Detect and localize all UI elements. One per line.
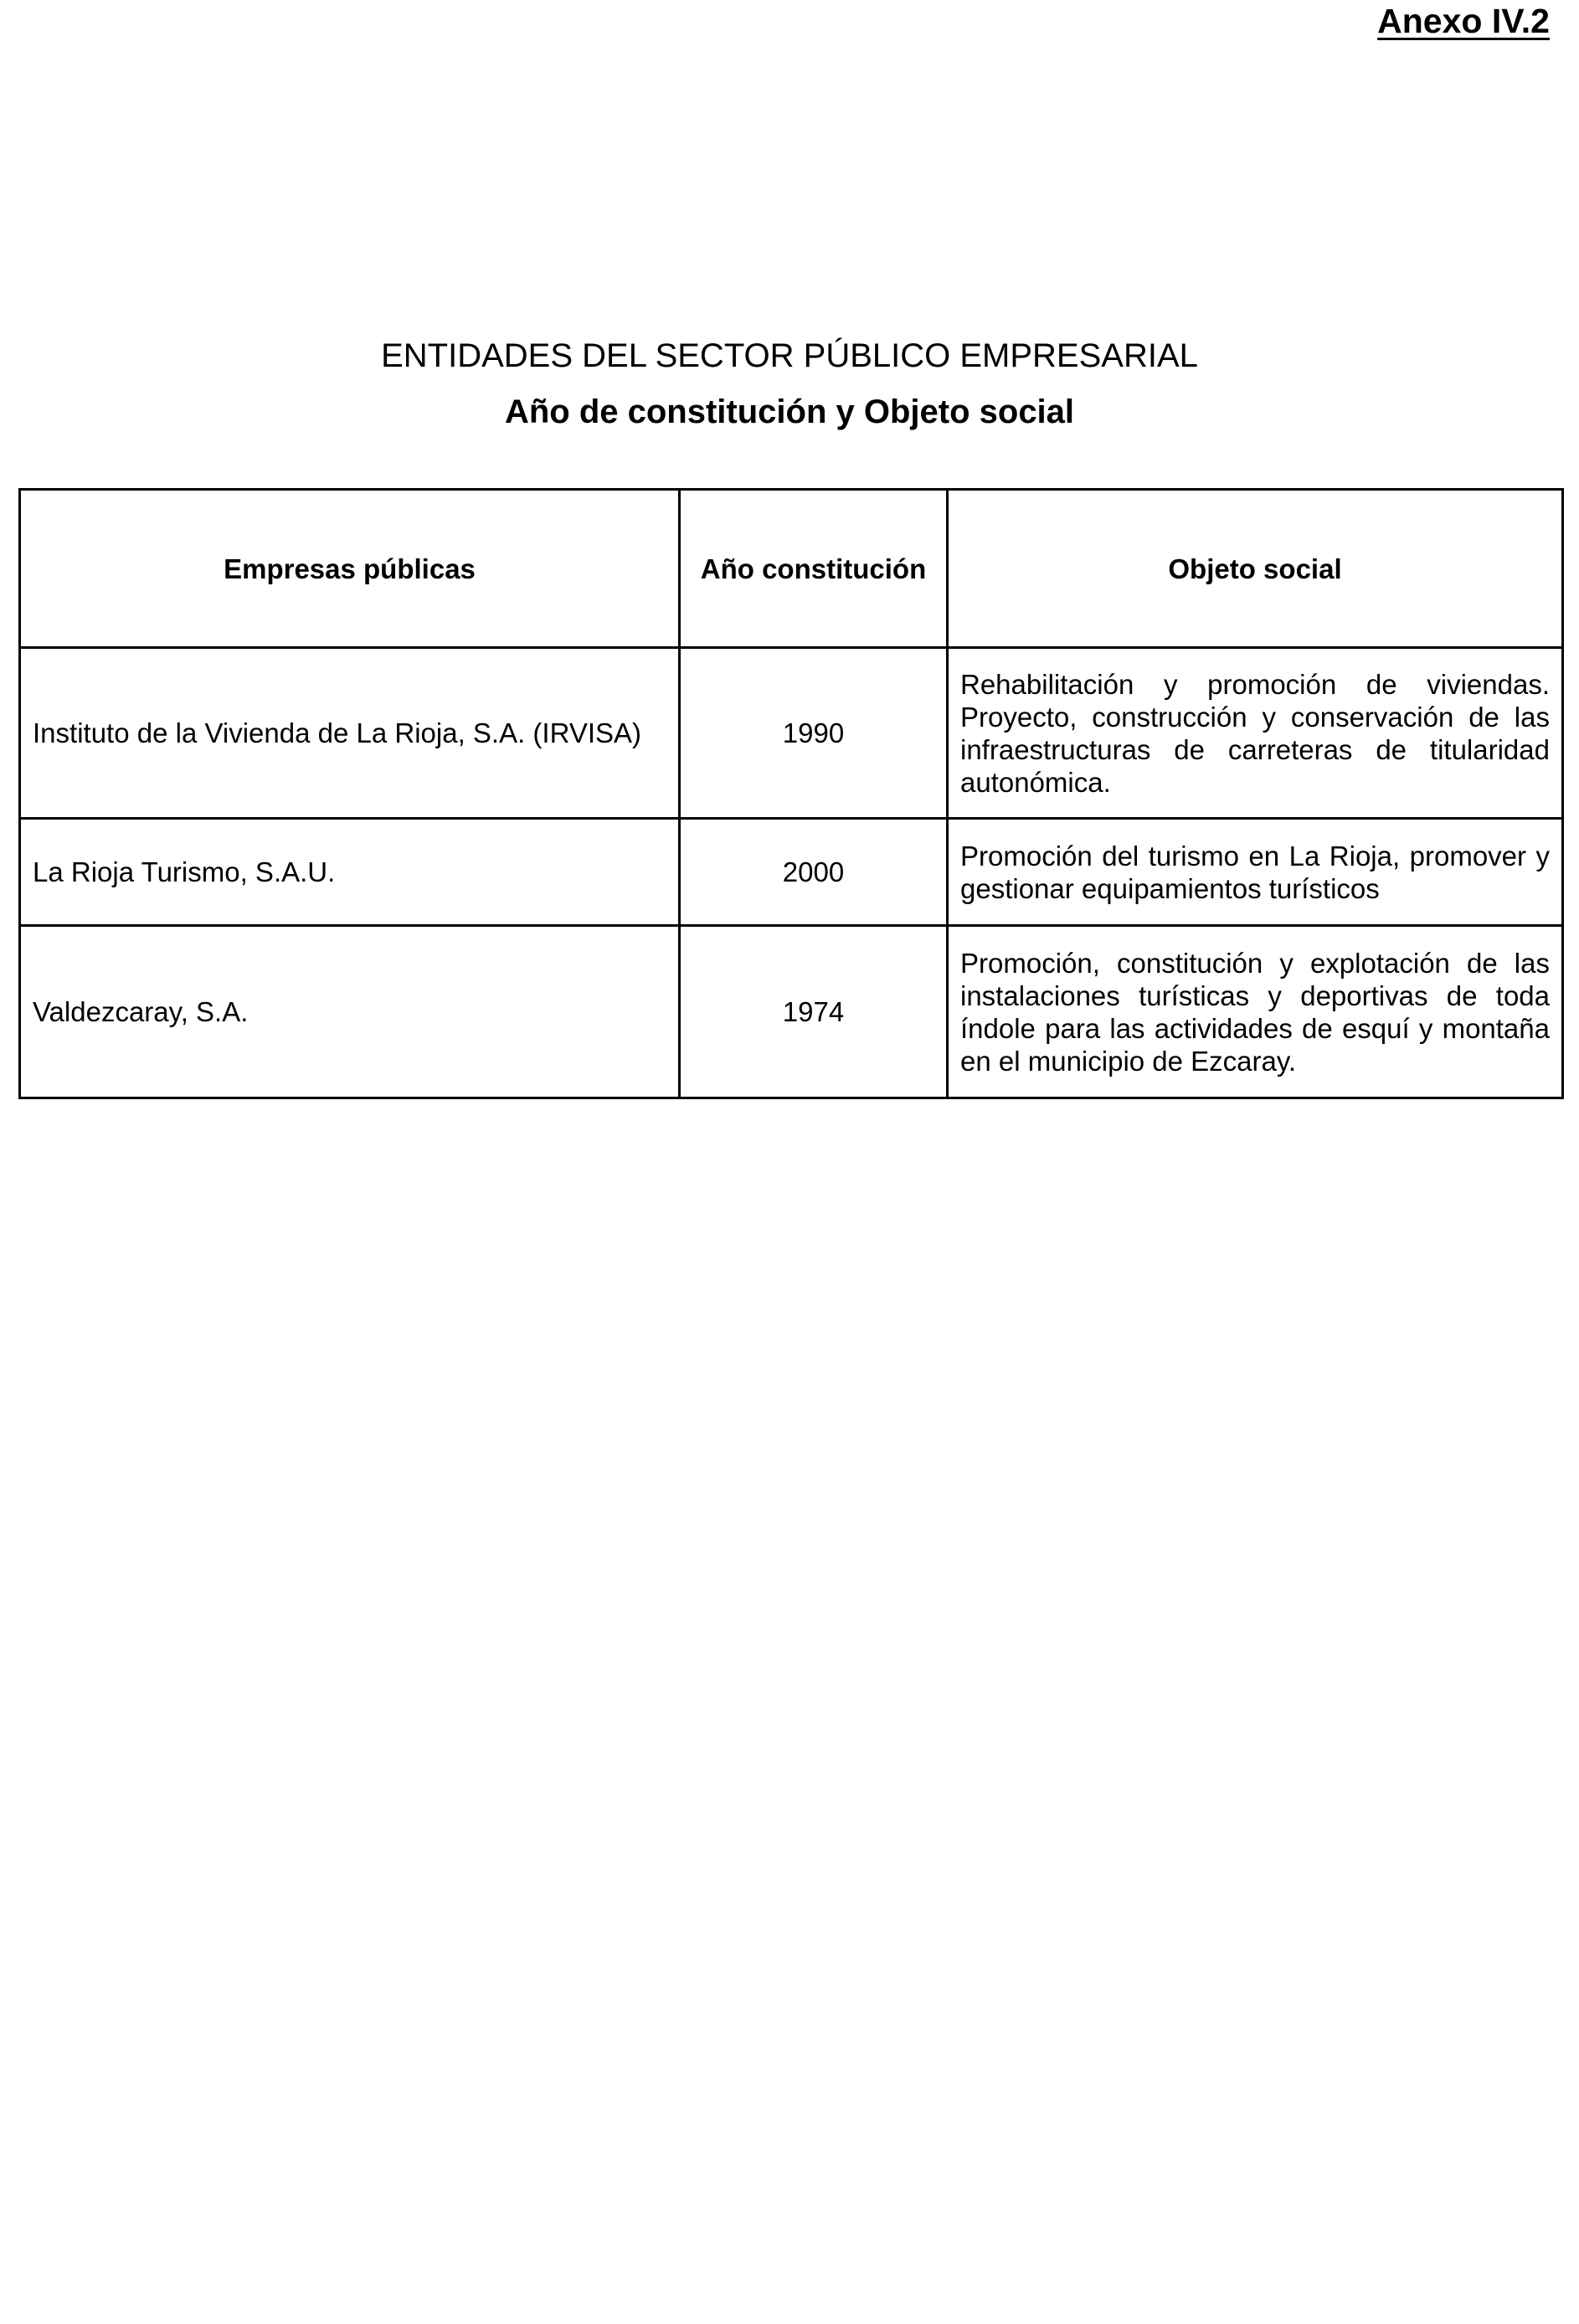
- entities-table: [18, 488, 1564, 1099]
- social-object: Rehabilitación y promoción de viviendas. Proyecto, construcción y conservación de las infraestructuras de carreteras de titularidad autonómica.: [948, 648, 1563, 819]
- table-header-row: [20, 490, 1563, 648]
- company-name: La Rioja Turismo, S.A.U.: [20, 819, 680, 926]
- header-companies: Empresas públicas: [20, 490, 680, 648]
- table-row: [20, 648, 1563, 819]
- social-object: Promoción del turismo en La Rioja, promover y gestionar equipamientos turísticos: [948, 819, 1563, 926]
- header-object: Objeto social: [948, 490, 1563, 648]
- page-title: ENTIDADES DEL SECTOR PÚBLICO EMPRESARIAL: [381, 337, 1198, 374]
- header-year: Año constitución: [680, 490, 948, 648]
- company-name: Valdezcaray, S.A.: [20, 926, 680, 1098]
- annex-label: Anexo IV.2: [1377, 2, 1550, 40]
- page-subtitle: Año de constitución y Objeto social: [504, 393, 1075, 430]
- constitution-year: 1974: [680, 926, 948, 1098]
- social-object: Promoción, constitución y explotación de las instalaciones turísticas y deportivas de toda índole para las actividades de esquí y montaña en el municipio de Ezcaray.: [948, 926, 1563, 1098]
- table-row: [20, 926, 1563, 1098]
- company-name: Instituto de la Vivienda de La Rioja, S.A. (IRVISA): [20, 648, 680, 819]
- table-row: [20, 819, 1563, 926]
- constitution-year: 1990: [680, 648, 948, 819]
- constitution-year: 2000: [680, 819, 948, 926]
